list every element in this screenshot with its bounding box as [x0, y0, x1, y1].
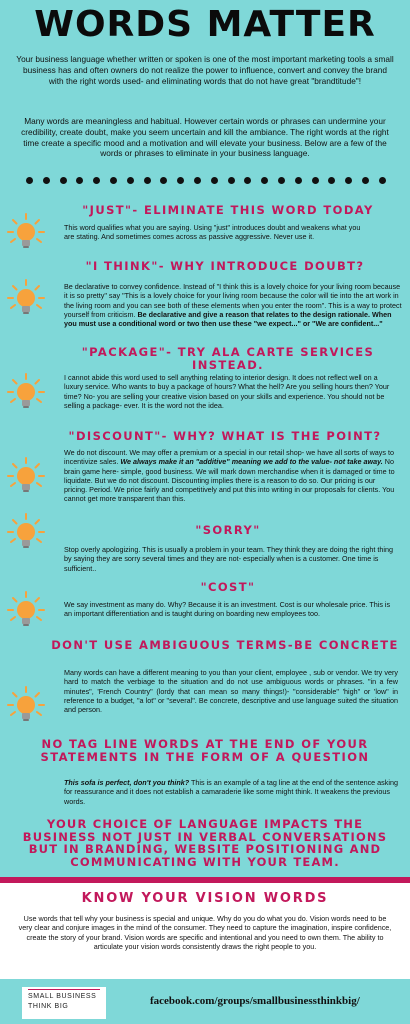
divider-dot: [43, 177, 50, 184]
intro-paragraph-1: Your business language whether written or spoken is one of the most important marketing tools a small business has and often owners do not realize the power to influence, convert and convey the brand with the right words used- and eliminating words that do not have great "brandtitude"!: [16, 54, 394, 86]
section-body-tagline-example: This sofa is perfect, don't you think?: [64, 778, 190, 787]
facebook-group-link[interactable]: facebook.com/groups/smallbusinessthinkbig/: [150, 995, 360, 1007]
divider-dot: [261, 177, 268, 184]
lightbulb-icon: [6, 685, 46, 725]
divider-dot: [144, 177, 151, 184]
section-title-think: "I THINK"- WHY INTRODUCE DOUBT?: [85, 259, 365, 273]
section-body-discount-a: We do not discount. We may offer a premium or a special in our retail shop- we have all sorts of ways to incentivize sales.: [64, 448, 394, 467]
section-body-just: This word qualifies what you are saying. Using "just" introduces doubt and weakens what you are stating. And sometimes comes across as passive aggressive. Never use it.: [64, 223, 361, 242]
intro-paragraph-2: Many words are meaningless and habitual. However certain words or phrases can undermine your credibility, create doubt, make you seem uncertain and kill the ambiance. The right words at the right time create a specific mood and a motivation and will elevate your business. Below are a few of the words or phrases to eliminate in your business language.: [21, 116, 389, 159]
lightbulb-icon: [6, 456, 46, 496]
lightbulb-icon: [6, 512, 46, 552]
section-title-cost: "COST": [200, 580, 256, 594]
page-title: WORDS MATTER: [34, 4, 376, 45]
divider-dot: [93, 177, 100, 184]
divider-dot: [345, 177, 352, 184]
lightbulb-icon: [6, 590, 46, 630]
divider-dot: [76, 177, 83, 184]
divider-dot: [211, 177, 218, 184]
section-title-discount: "DISCOUNT"- WHY? WHAT IS THE POINT?: [68, 429, 382, 443]
section-body-tagline: [64, 778, 398, 806]
brand-logo: [22, 987, 106, 1019]
section-title-just: "JUST"- ELIMINATE THIS WORD TODAY: [82, 203, 374, 217]
accent-band: [0, 877, 410, 883]
logo-line-1: SMALL BUSINESS: [28, 993, 97, 1000]
section-title-sorry: "SORRY": [195, 523, 261, 537]
section-body-think: [64, 282, 402, 328]
divider-dot: [379, 177, 386, 184]
divider-dot: [160, 177, 167, 184]
section-body-discount-b: No brain game here- simple, good business. We will mark down merchandise when it is damaged or time to liquidate. But we do not discount. Discounting implies there is a reason to do so. Our pricing is our pricing. Period. We price fairly and competitively and put this into writing in our proposals for clients. You cannot get more transparent than this.: [64, 457, 395, 504]
divider-dot: [278, 177, 285, 184]
section-body-think-emphasis: Be declarative and give a reason that relates to the design rationale. When you must use a conditional word or two then use these "we expect..." or "We are confident...": [64, 309, 392, 329]
divider-dot: [177, 177, 184, 184]
section-body-think-text: Be declarative to convey confidence. Instead of "I think this is a lovely choice for your living room because it is so pretty" say "This is a lovely choice for your living room because the color will tie into the art work in the living room and you can see both of these elements when you enter the room". This is a way to protect yourself from criticism.: [64, 282, 402, 319]
section-body-sorry: Stop overly apologizing. This is usually a problem in your team. They think they are doing the right thing by saying they are sorry several times and they are not- especially when is a customer. One time is sufficient..: [64, 545, 393, 573]
divider-dot: [244, 177, 251, 184]
section-body-cost: We say investment as many do. Why? Because it is an investment. Cost is our wholesale price. This is an important differentiation and is taught during on boarding new employees too.: [64, 600, 391, 619]
section-body-discount: [64, 448, 398, 504]
divider-dot: [127, 177, 134, 184]
vision-body: Use words that tell why your business is special and unique. Why do you do what you do. Vision words need to be very clear and conjure images in the mind of the consumer. They need to capture the imagination, inspire confidence, create the story of your brand. Vision words are specific and intentional and you need to own them. The ability to articulate your vision words consistently draws the right people to you.: [18, 914, 392, 952]
divider-dot: [194, 177, 201, 184]
divider-dot: [328, 177, 335, 184]
logo-line-2: THINK BIG: [28, 1003, 69, 1010]
section-title-package: "PACKAGE"- TRY ALA CARTE SERVICES INSTEAD.: [81, 345, 375, 372]
logo-accent-line: [28, 989, 100, 990]
lightbulb-icon: [6, 372, 46, 412]
divider-dot: [228, 177, 235, 184]
lightbulb-icon: [6, 212, 46, 252]
vision-section: [0, 877, 410, 979]
logo-text: [28, 992, 100, 1012]
closing-statement: YOUR CHOICE OF LANGUAGE IMPACTS THE BUSINESS NOT JUST IN VERBAL CONVERSATIONS BUT IN BRANDING, WEBSITE POSITIONING AND COMMUNICATING WITH YOUR TEAM.: [22, 817, 388, 869]
divider-dot: [110, 177, 117, 184]
vision-title: KNOW YOUR VISION WORDS: [81, 891, 329, 906]
divider-dot: [60, 177, 67, 184]
section-body-tagline-text: This is an example of a tag line at the end of the sentence asking for reassurance and it does not establish a camaraderie like some might think. It weakens the previous words.: [64, 778, 398, 806]
footer: [0, 979, 410, 1024]
dot-divider: [26, 177, 386, 184]
section-title-ambiguous: DON'T USE AMBIGUOUS TERMS-BE CONCRETE: [51, 638, 399, 652]
section-body-package: I cannot abide this word used to sell anything relating to interior design. It does not reflect well on a luxury service. Who wants to buy a package of hours? What the hell? Are you selling hours then? Your time? No- you are selling your creative vision based on your skills and experience. You should not be selling a package- ever. It is the word not the idea.: [64, 373, 390, 410]
divider-dot: [295, 177, 302, 184]
divider-dot: [26, 177, 33, 184]
divider-dot: [312, 177, 319, 184]
section-title-tagline: NO TAG LINE WORDS AT THE END OF YOUR STATEMENTS IN THE FORM OF A QUESTION: [40, 737, 370, 764]
divider-dot: [362, 177, 369, 184]
section-body-ambiguous: Many words can have a different meaning to you than your client, employee , sub or vendor. We try very hard to match the verbiage to the situation and do not use ambiguous words or phrases. "in a few minutes", 'French Country" (lordy that can mean so many things!)- "considerable" 'high" or 'low" in reference to a budget, "a lot" or "several". Be concrete, descriptive and use language suited the situation and person.: [64, 668, 398, 715]
section-body-discount-emphasis: We always make it an "additive" meaning we add to the value- not take away.: [120, 457, 383, 467]
lightbulb-icon: [6, 278, 46, 318]
